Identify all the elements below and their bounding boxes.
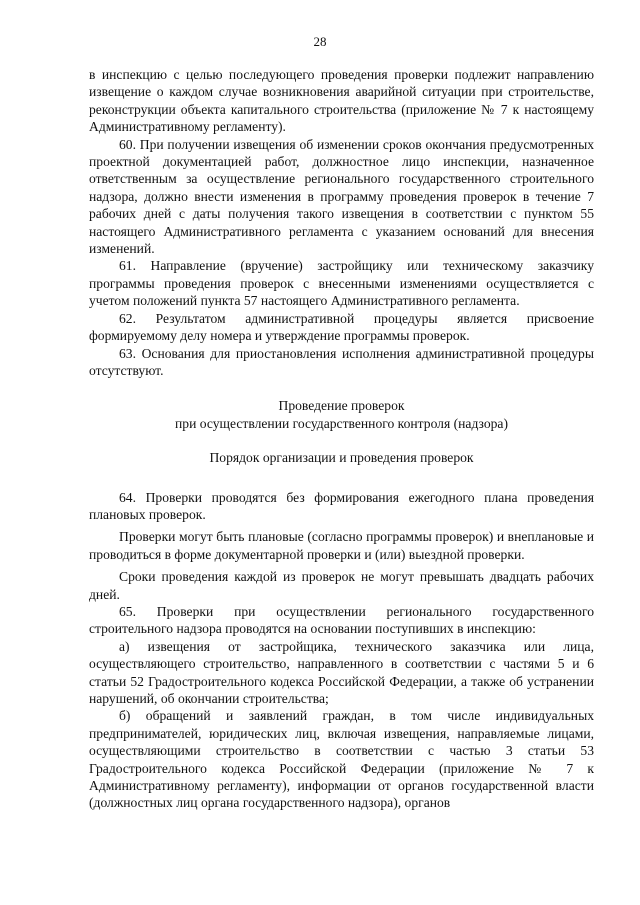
paragraph-64: 64. Проверки проводятся без формирования ежегодного плана проведения плановых проверок. bbox=[89, 489, 594, 522]
paragraph-64-terms: Сроки проведения каждой из проверок не могут превышать двадцать рабочих дней. bbox=[89, 569, 594, 602]
page-number: 28 bbox=[313, 34, 327, 49]
document-body bbox=[89, 66, 594, 812]
paragraph-63: 63. Основания для приостановления исполнения административной процедуры отсутствуют. bbox=[89, 345, 594, 378]
paragraph-64-types: Проверки могут быть плановые (согласно программы проверок) и внеплановые и проводиться в форме документарной проверки и (или) выездной проверки. bbox=[89, 529, 594, 562]
paragraph-60: 60. При получении извещения об изменении сроков окончания предусмотренных проектной документацией работ, должностное лицо инспекции, назначенное ответственным за осуществление регионального государственного строительного надзора, должно внести изменения в программу проведения проверок в течение 7 рабочих дней с даты получения такого извещения в соответствии с пунктом 55 настоящего Административного регламента с указанием оснований для внесения изменений. bbox=[89, 136, 594, 257]
paragraph-59-continuation: в инспекцию с целью последующего проведения проверки подлежит направлению извещение о каждом случае возникновения аварийной ситуации при строительстве, реконструкции объекта капитального строительства (приложение № 7 к настоящему Административному регламенту). bbox=[89, 67, 594, 135]
section-heading-line-1: Проведение проверок bbox=[278, 398, 405, 414]
paragraph-65-item-b: б) обращений и заявлений граждан, в том числе индивидуальных предпринимателей, юридических лиц, включая извещения, направляемые лицами, осуществляющими строительство в соответствии с частью 3 статьи 53 Градостроительного кодекса Российской Федерации (приложение № 7 к Административному регламенту), информации от органов государственной власти (должностных лиц органа государственного надзора), органов bbox=[89, 708, 594, 811]
paragraph-62: 62. Результатом административной процедуры является присвоение формируемому делу номера и утверждение программы проверок. bbox=[89, 310, 594, 344]
paragraph-61: 61. Направление (вручение) застройщику или техническому заказчику программы проведения проверок с внесенными изменениями осуществляется с учетом положений пункта 57 настоящего Административного регламента. bbox=[89, 258, 594, 309]
section-heading-line-2: при осуществлении государственного контроля (надзора) bbox=[175, 415, 508, 431]
subsection-heading: Порядок организации и проведения проверок bbox=[209, 450, 474, 466]
paragraph-65: 65. Проверки при осуществлении регионального государственного строительного надзора проводятся на основании поступивших в инспекцию: bbox=[89, 603, 594, 637]
paragraph-65-item-a: а) извещения от застройщика, технического заказчика или лица, осуществляющего строительство, направленного в соответствии с частями 5 и 6 статьи 52 Градостроительного кодекса Российской Федерации, а также об устранении нарушений, об окончании строительства; bbox=[89, 638, 594, 706]
